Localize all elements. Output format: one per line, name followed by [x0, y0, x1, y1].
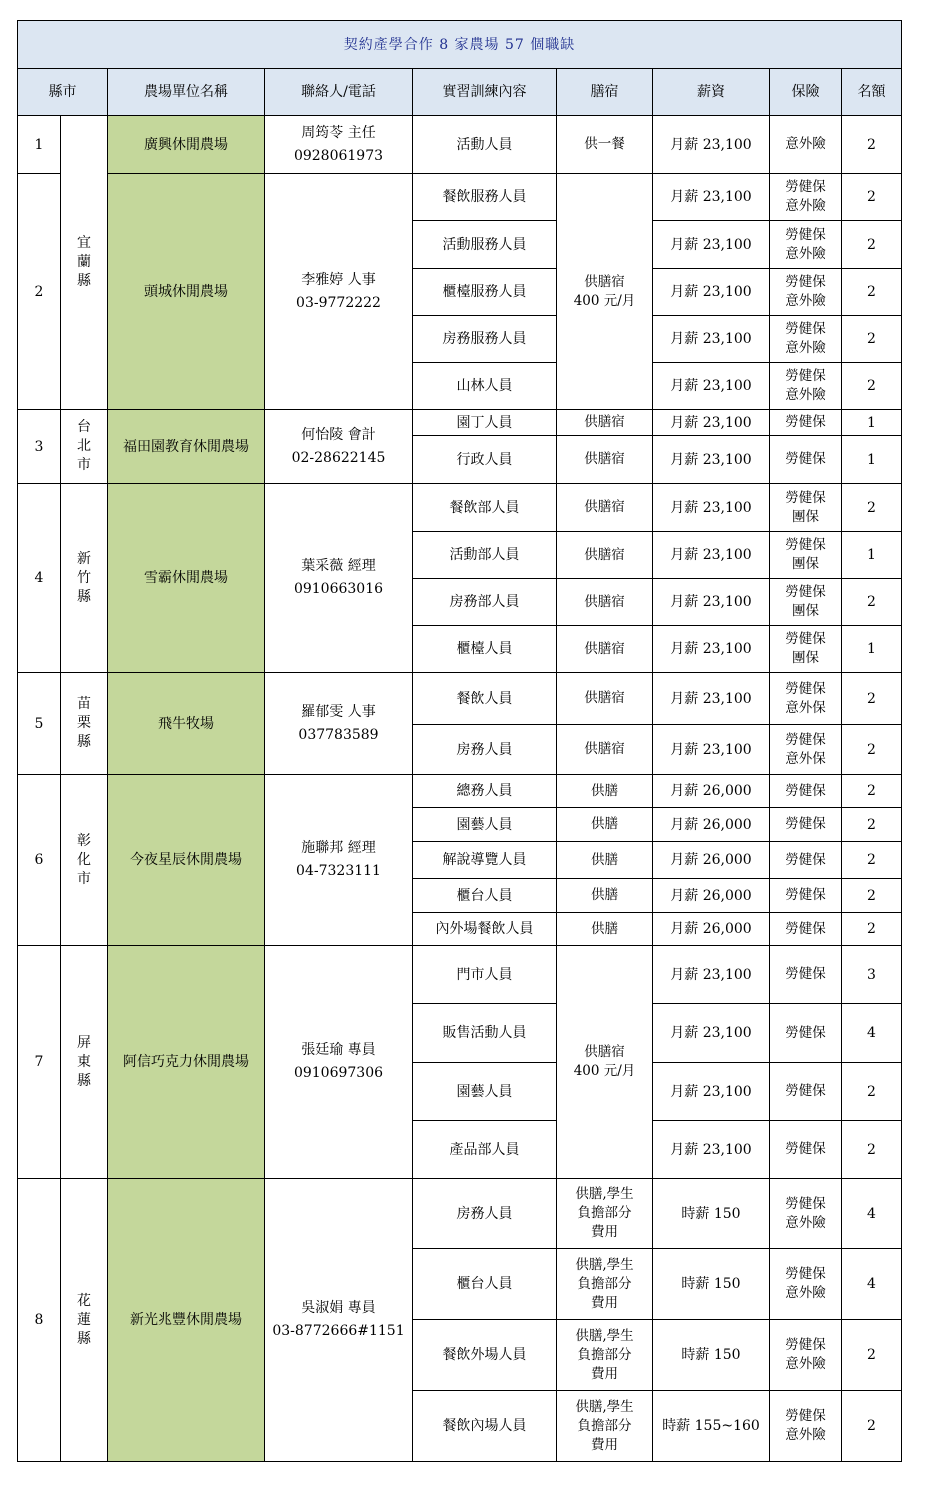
header-farm: 農場單位名稱: [108, 69, 265, 116]
salary-cell: 月薪 26,000: [653, 808, 770, 842]
lodging-cell: 供膳,學生 負擔部分 費用: [557, 1320, 653, 1391]
job-cell: 房務人員: [413, 725, 557, 775]
job-cell: 房務人員: [413, 1179, 557, 1249]
quota-cell: 2: [842, 725, 902, 775]
quota-cell: 2: [842, 174, 902, 221]
salary-cell: 月薪 26,000: [653, 842, 770, 879]
salary-cell: 月薪 26,000: [653, 879, 770, 913]
salary-cell: 月薪 23,100: [653, 1004, 770, 1063]
quota-cell: 4: [842, 1179, 902, 1249]
job-cell: 餐飲外場人員: [413, 1320, 557, 1391]
insurance-cell: 勞健保: [770, 410, 842, 436]
job-cell: 解說導覽人員: [413, 842, 557, 879]
farm-cell: 雪霸休閒農場: [108, 484, 265, 673]
job-cell: 山林人員: [413, 363, 557, 410]
job-cell: 內外場餐飲人員: [413, 913, 557, 946]
quota-cell: 2: [842, 673, 902, 725]
farm-cell: 今夜星辰休閒農場: [108, 775, 265, 946]
insurance-cell: 勞健保 團保: [770, 532, 842, 579]
quota-cell: 2: [842, 579, 902, 626]
salary-cell: 月薪 26,000: [653, 775, 770, 808]
quota-cell: 2: [842, 1320, 902, 1391]
job-cell: 餐飲人員: [413, 673, 557, 725]
salary-cell: 時薪 150: [653, 1249, 770, 1320]
insurance-cell: 勞健保: [770, 1121, 842, 1179]
job-cell: 餐飲內場人員: [413, 1391, 557, 1462]
farm-cell: 阿信巧克力休閒農場: [108, 946, 265, 1179]
contact-cell: 何怡陵 會計 02-28622145: [265, 410, 413, 484]
quota-cell: 1: [842, 626, 902, 673]
table-row: [18, 484, 902, 532]
no-cell: 3: [18, 410, 61, 484]
job-cell: 櫃檯服務人員: [413, 269, 557, 316]
salary-cell: 月薪 23,100: [653, 174, 770, 221]
salary-cell: 月薪 23,100: [653, 725, 770, 775]
insurance-cell: 勞健保: [770, 946, 842, 1004]
insurance-cell: 勞健保: [770, 1004, 842, 1063]
insurance-cell: 勞健保: [770, 842, 842, 879]
lodging-cell: 供膳: [557, 913, 653, 946]
lodging-cell: 供膳: [557, 808, 653, 842]
no-cell: 7: [18, 946, 61, 1179]
no-cell: 4: [18, 484, 61, 673]
quota-cell: 2: [842, 842, 902, 879]
no-cell: 2: [18, 174, 61, 410]
header-quota: 名額: [842, 69, 902, 116]
lodging-cell: 供膳宿 400 元/月: [557, 174, 653, 410]
quota-cell: 2: [842, 221, 902, 269]
county-cell: 彰 化 市: [61, 775, 108, 946]
no-cell: 8: [18, 1179, 61, 1462]
farm-cell: 頭城休閒農場: [108, 174, 265, 410]
farm-cell: 福田園教育休閒農場: [108, 410, 265, 484]
quota-cell: 4: [842, 1249, 902, 1320]
county-cell: 台 北 市: [61, 410, 108, 484]
table-row: [18, 946, 902, 1004]
contact-cell: 吳淑娟 專員 03-8772666#1151: [265, 1179, 413, 1462]
insurance-cell: 勞健保 意外險: [770, 1249, 842, 1320]
header-lodging: 膳宿: [557, 69, 653, 116]
table-row: [18, 410, 902, 436]
salary-cell: 月薪 23,100: [653, 316, 770, 363]
salary-cell: 月薪 23,100: [653, 673, 770, 725]
contact-cell: 周筠苓 主任 0928061973: [265, 116, 413, 174]
job-cell: 餐飲部人員: [413, 484, 557, 532]
insurance-cell: 勞健保 意外險: [770, 316, 842, 363]
lodging-cell: 供膳宿: [557, 579, 653, 626]
salary-cell: 月薪 23,100: [653, 484, 770, 532]
salary-cell: 月薪 23,100: [653, 1063, 770, 1121]
farm-cell: 飛牛牧場: [108, 673, 265, 775]
salary-cell: 月薪 23,100: [653, 579, 770, 626]
insurance-cell: 勞健保 團保: [770, 484, 842, 532]
quota-cell: 2: [842, 484, 902, 532]
no-cell: 5: [18, 673, 61, 775]
header-insurance: 保險: [770, 69, 842, 116]
insurance-cell: 意外險: [770, 116, 842, 174]
job-cell: 產品部人員: [413, 1121, 557, 1179]
job-cell: 園藝人員: [413, 1063, 557, 1121]
job-cell: 活動人員: [413, 116, 557, 174]
job-cell: 活動部人員: [413, 532, 557, 579]
quota-cell: 3: [842, 946, 902, 1004]
title-row: [18, 21, 902, 69]
farm-cell: 廣興休閒農場: [108, 116, 265, 174]
insurance-cell: 勞健保 意外保: [770, 725, 842, 775]
insurance-cell: 勞健保 意外險: [770, 1391, 842, 1462]
insurance-cell: 勞健保 團保: [770, 626, 842, 673]
insurance-cell: 勞健保 團保: [770, 579, 842, 626]
job-cell: 門市人員: [413, 946, 557, 1004]
salary-cell: 月薪 23,100: [653, 532, 770, 579]
insurance-cell: 勞健保: [770, 1063, 842, 1121]
salary-cell: 月薪 23,100: [653, 269, 770, 316]
salary-cell: 時薪 150: [653, 1179, 770, 1249]
quota-cell: 2: [842, 363, 902, 410]
job-cell: 園藝人員: [413, 808, 557, 842]
job-cell: 園丁人員: [413, 410, 557, 436]
lodging-cell: 供膳宿: [557, 410, 653, 436]
job-cell: 總務人員: [413, 775, 557, 808]
insurance-cell: 勞健保 意外險: [770, 363, 842, 410]
salary-cell: 月薪 26,000: [653, 913, 770, 946]
county-cell: 屏 東 縣: [61, 946, 108, 1179]
quota-cell: 1: [842, 532, 902, 579]
lodging-cell: 供膳宿: [557, 532, 653, 579]
county-cell: 花 蓮 縣: [61, 1179, 108, 1462]
salary-cell: 月薪 23,100: [653, 116, 770, 174]
quota-cell: 2: [842, 913, 902, 946]
header-training: 實習訓練內容: [413, 69, 557, 116]
job-cell: 活動服務人員: [413, 221, 557, 269]
quota-cell: 4: [842, 1004, 902, 1063]
insurance-cell: 勞健保: [770, 436, 842, 484]
insurance-cell: 勞健保: [770, 879, 842, 913]
salary-cell: 月薪 23,100: [653, 626, 770, 673]
header-row: [18, 69, 902, 116]
contact-cell: 葉采薇 經理 0910663016: [265, 484, 413, 673]
insurance-cell: 勞健保 意外險: [770, 1320, 842, 1391]
salary-cell: 月薪 23,100: [653, 363, 770, 410]
salary-cell: 月薪 23,100: [653, 946, 770, 1004]
job-cell: 行政人員: [413, 436, 557, 484]
lodging-cell: 供膳宿 400 元/月: [557, 946, 653, 1179]
no-cell: 1: [18, 116, 61, 174]
quota-cell: 1: [842, 436, 902, 484]
insurance-cell: 勞健保 意外保: [770, 673, 842, 725]
lodging-cell: 供膳: [557, 775, 653, 808]
table-title: 契約產學合作 8 家農場 57 個職缺: [18, 21, 902, 69]
table-row: [18, 174, 902, 221]
county-cell: 新 竹 縣: [61, 484, 108, 673]
quota-cell: 1: [842, 410, 902, 436]
job-cell: 櫃檯人員: [413, 626, 557, 673]
salary-cell: 月薪 23,100: [653, 410, 770, 436]
lodging-cell: 供膳,學生 負擔部分 費用: [557, 1179, 653, 1249]
no-cell: 6: [18, 775, 61, 946]
quota-cell: 2: [842, 775, 902, 808]
insurance-cell: 勞健保 意外險: [770, 269, 842, 316]
quota-cell: 2: [842, 879, 902, 913]
job-cell: 房務服務人員: [413, 316, 557, 363]
quota-cell: 2: [842, 1063, 902, 1121]
insurance-cell: 勞健保 意外險: [770, 1179, 842, 1249]
lodging-cell: 供膳宿: [557, 673, 653, 725]
salary-cell: 月薪 23,100: [653, 221, 770, 269]
table-row: [18, 775, 902, 808]
lodging-cell: 供膳宿: [557, 725, 653, 775]
quota-cell: 2: [842, 316, 902, 363]
lodging-cell: 供膳,學生 負擔部分 費用: [557, 1391, 653, 1462]
header-salary: 薪資: [653, 69, 770, 116]
job-cell: 房務部人員: [413, 579, 557, 626]
contact-cell: 李雅婷 人事 03-9772222: [265, 174, 413, 410]
lodging-cell: 供膳宿: [557, 436, 653, 484]
farm-cell: 新光兆豐休閒農場: [108, 1179, 265, 1462]
salary-cell: 月薪 23,100: [653, 1121, 770, 1179]
insurance-cell: 勞健保 意外險: [770, 174, 842, 221]
quota-cell: 2: [842, 1121, 902, 1179]
lodging-cell: 供膳: [557, 879, 653, 913]
insurance-cell: 勞健保: [770, 913, 842, 946]
contact-cell: 羅郁雯 人事 037783589: [265, 673, 413, 775]
job-cell: 餐飲服務人員: [413, 174, 557, 221]
insurance-cell: 勞健保: [770, 808, 842, 842]
jobs-table: [17, 20, 902, 1462]
job-cell: 櫃台人員: [413, 1249, 557, 1320]
quota-cell: 2: [842, 808, 902, 842]
county-cell: 苗 栗 縣: [61, 673, 108, 775]
table-row: [18, 116, 902, 174]
quota-cell: 2: [842, 1391, 902, 1462]
salary-cell: 月薪 23,100: [653, 436, 770, 484]
quota-cell: 2: [842, 269, 902, 316]
header-contact: 聯絡人/電話: [265, 69, 413, 116]
lodging-cell: 供膳宿: [557, 626, 653, 673]
job-cell: 櫃台人員: [413, 879, 557, 913]
salary-cell: 時薪 150: [653, 1320, 770, 1391]
lodging-cell: 供膳: [557, 842, 653, 879]
table-row: [18, 1179, 902, 1249]
table-row: [18, 673, 902, 725]
job-cell: 販售活動人員: [413, 1004, 557, 1063]
contact-cell: 施聯邦 經理 04-7323111: [265, 775, 413, 946]
salary-cell: 時薪 155~160: [653, 1391, 770, 1462]
insurance-cell: 勞健保: [770, 775, 842, 808]
header-county: 縣市: [18, 69, 108, 116]
quota-cell: 2: [842, 116, 902, 174]
lodging-cell: 供一餐: [557, 116, 653, 174]
insurance-cell: 勞健保 意外險: [770, 221, 842, 269]
contact-cell: 張廷瑜 專員 0910697306: [265, 946, 413, 1179]
lodging-cell: 供膳,學生 負擔部分 費用: [557, 1249, 653, 1320]
county-cell: 宜 蘭 縣: [61, 116, 108, 410]
lodging-cell: 供膳宿: [557, 484, 653, 532]
